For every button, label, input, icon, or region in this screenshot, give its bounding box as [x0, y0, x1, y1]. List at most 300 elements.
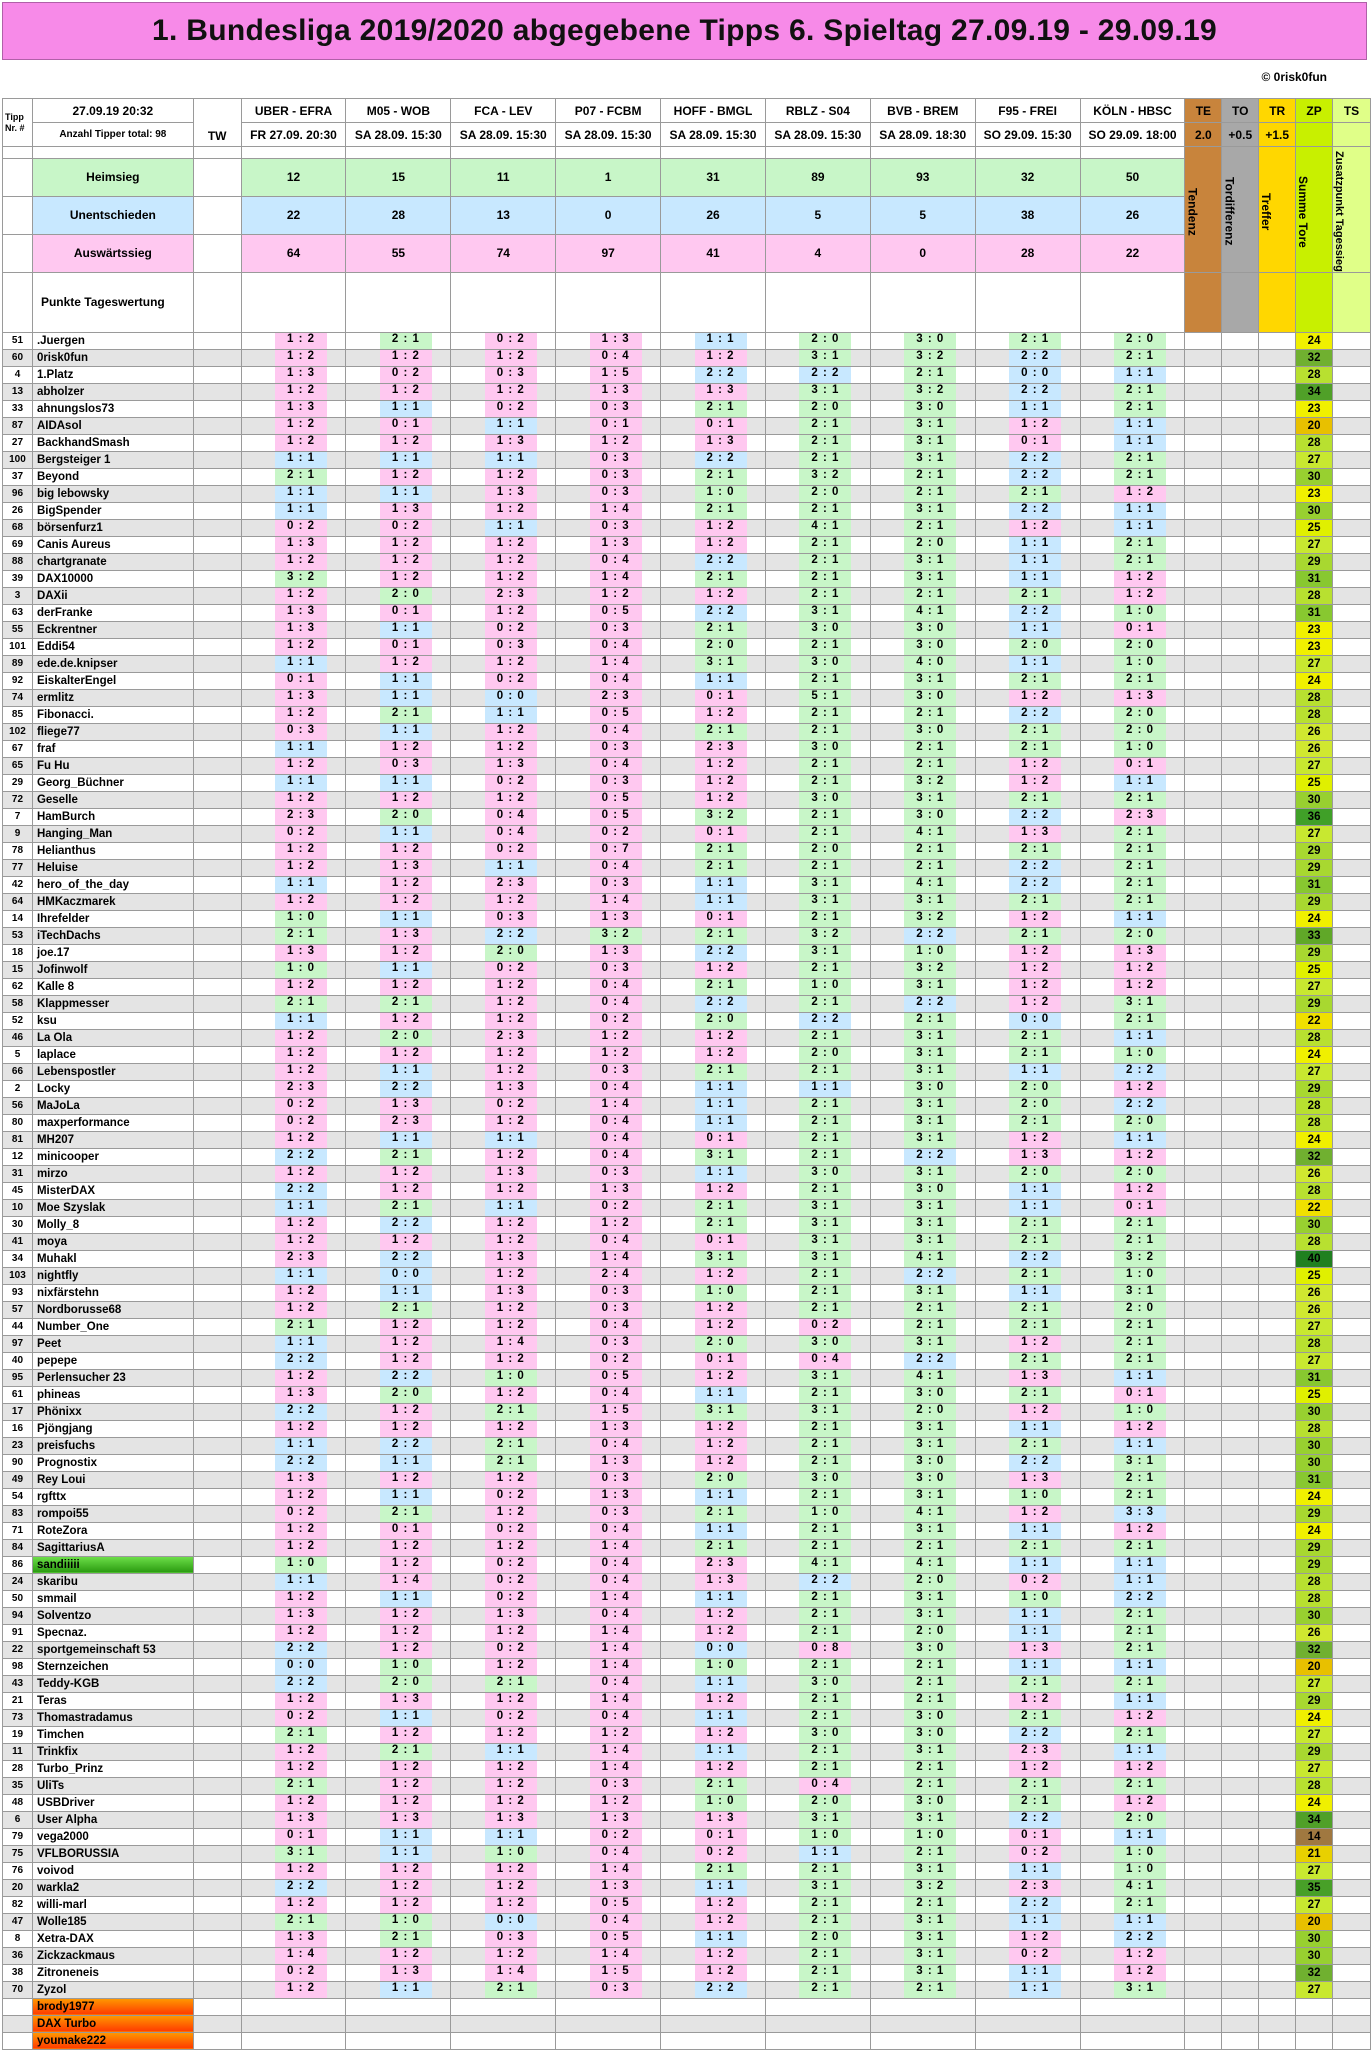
tip-value: 3 : 1: [695, 656, 747, 672]
tip-value: 1 : 1: [1114, 775, 1166, 791]
tip-value: 1 : 2: [695, 1268, 747, 1284]
tip-value: 2 : 1: [1114, 1727, 1166, 1743]
tw-header: TW: [193, 99, 241, 147]
tip-value: 2 : 1: [1114, 384, 1166, 400]
tip-cell: [765, 332, 870, 349]
tip-cell: [1080, 400, 1185, 417]
tip-cell: [975, 1726, 1080, 1743]
tip-value: 2 : 1: [799, 1421, 851, 1437]
tip-cell: [765, 604, 870, 621]
tip-cell: [1080, 1301, 1185, 1318]
tip-cell: [661, 655, 766, 672]
tip-cell: [975, 1539, 1080, 1556]
tip-cell: [556, 417, 661, 434]
tip-cell: [975, 638, 1080, 655]
tip-cell: [975, 1675, 1080, 1692]
tip-value: 2 : 0: [799, 843, 851, 859]
table-row: [3, 1777, 1371, 1794]
zp-cell: 24: [1296, 1794, 1333, 1811]
tip-cell: [241, 1709, 346, 1726]
tip-value: 1 : 1: [485, 707, 537, 723]
to-cell: [1222, 740, 1259, 757]
to-cell: [1222, 1624, 1259, 1641]
tipper-name: Zitroneneis: [32, 1964, 193, 1981]
te-cell: [1185, 332, 1222, 349]
te-cell: [1185, 451, 1222, 468]
tip-cell: [451, 1845, 556, 1862]
tip-cell: [241, 349, 346, 366]
tip-value: 3 : 0: [799, 656, 851, 672]
tipper-nr: 33: [3, 400, 33, 417]
tip-cell: [451, 842, 556, 859]
zp-cell: 20: [1296, 1658, 1333, 1675]
tip-value: 1 : 2: [1114, 1081, 1166, 1097]
tip-value: 1 : 2: [380, 792, 432, 808]
tip-cell: [765, 1199, 870, 1216]
tip-cell: [870, 1743, 975, 1760]
tip-value: 2 : 1: [799, 996, 851, 1012]
tip-cell: [241, 604, 346, 621]
tipper-name: Teras: [32, 1692, 193, 1709]
tr-cell: [1259, 1573, 1296, 1590]
zp-cell: 29: [1296, 995, 1333, 1012]
tip-value: 1 : 3: [1009, 1472, 1061, 1488]
tip-value: 1 : 0: [1009, 1591, 1061, 1607]
ts-cell: [1333, 723, 1371, 740]
tip-value: 1 : 2: [275, 435, 327, 451]
tip-value: 1 : 3: [485, 486, 537, 502]
tip-cell: [975, 434, 1080, 451]
tip-value: 2 : 2: [904, 996, 956, 1012]
tip-cell: [346, 1403, 451, 1420]
tw-cell: [193, 366, 241, 383]
tip-cell: [451, 706, 556, 723]
tipper-nr: 81: [3, 1131, 33, 1148]
tip-value: 1 : 2: [275, 1982, 327, 1998]
tr-cell: [1259, 621, 1296, 638]
tr-cell: [1259, 842, 1296, 859]
tip-cell: [346, 2032, 451, 2049]
to-cell: [1222, 774, 1259, 791]
tip-value: 1 : 2: [380, 1642, 432, 1658]
tipper-nr: 76: [3, 1862, 33, 1879]
tipper-name: Pjöngjang: [32, 1420, 193, 1437]
tip-cell: [661, 1233, 766, 1250]
tip-value: 1 : 1: [695, 1387, 747, 1403]
tip-cell: [765, 1403, 870, 1420]
tip-value: 2 : 3: [485, 1030, 537, 1046]
zp-cell: 26: [1296, 1165, 1333, 1182]
tip-cell: [346, 1828, 451, 1845]
tip-cell: [1080, 1318, 1185, 1335]
tip-cell: [765, 1114, 870, 1131]
tip-cell: [765, 1182, 870, 1199]
zp-cell: [1296, 1998, 1333, 2015]
tip-cell: [346, 706, 451, 723]
tip-cell: [556, 1420, 661, 1437]
tip-value: 2 : 1: [904, 1659, 956, 1675]
tip-value: 2 : 1: [799, 1132, 851, 1148]
tr-cell: [1259, 995, 1296, 1012]
tip-cell: [870, 502, 975, 519]
tip-value: 0 : 4: [590, 1132, 642, 1148]
tip-value: 0 : 1: [695, 1234, 747, 1250]
tip-value: 1 : 2: [380, 1166, 432, 1182]
table-row: [3, 1709, 1371, 1726]
tip-value: 1 : 2: [380, 1608, 432, 1624]
tip-value: 3 : 1: [904, 1438, 956, 1454]
to-cell: [1222, 570, 1259, 587]
tip-value: 2 : 2: [275, 1642, 327, 1658]
tip-value: 1 : 0: [904, 1829, 956, 1845]
tip-value: 0 : 4: [590, 1319, 642, 1335]
draw-count: 22: [241, 196, 346, 234]
table-row: [3, 383, 1371, 400]
tip-cell: [451, 1998, 556, 2015]
tipper-name: Turbo_Prinz: [32, 1760, 193, 1777]
table-row: [3, 1063, 1371, 1080]
tip-value: 2 : 1: [799, 911, 851, 927]
tip-value: 2 : 1: [1009, 1387, 1061, 1403]
table-row: [3, 1896, 1371, 1913]
zp-cell: 25: [1296, 519, 1333, 536]
tipper-nr: 65: [3, 757, 33, 774]
ts-cell: [1333, 876, 1371, 893]
tip-value: 0 : 2: [485, 333, 537, 349]
tipper-nr: 93: [3, 1284, 33, 1301]
tip-value: 0 : 3: [485, 367, 537, 383]
zp-cell: 36: [1296, 808, 1333, 825]
tip-value: 0 : 2: [590, 1013, 642, 1029]
tip-cell: [975, 1845, 1080, 1862]
tipper-name: voivod: [32, 1862, 193, 1879]
zp-cell: 32: [1296, 1148, 1333, 1165]
tip-cell: [346, 1012, 451, 1029]
tipper-nr: 56: [3, 1097, 33, 1114]
tipper-nr: 42: [3, 876, 33, 893]
tip-cell: [765, 1539, 870, 1556]
tip-cell: [870, 757, 975, 774]
tipper-name: minicooper: [32, 1148, 193, 1165]
tip-cell: [661, 383, 766, 400]
tip-value: 1 : 2: [485, 1047, 537, 1063]
tip-value: 1 : 2: [275, 1761, 327, 1777]
tipper-nr: 60: [3, 349, 33, 366]
tip-cell: [556, 1216, 661, 1233]
ts-cell: [1333, 1624, 1371, 1641]
tip-value: 3 : 1: [904, 1234, 956, 1250]
tip-cell: [765, 1692, 870, 1709]
tw-cell: [193, 1641, 241, 1658]
tip-cell: [241, 1301, 346, 1318]
tip-value: 3 : 1: [799, 384, 851, 400]
tip-cell: [241, 1199, 346, 1216]
tw-cell: [193, 1267, 241, 1284]
to-cell: [1222, 672, 1259, 689]
to-cell: [1222, 1386, 1259, 1403]
tipper-name: derFranke: [32, 604, 193, 621]
tip-value: 1 : 2: [1009, 418, 1061, 434]
away-count: 4: [765, 234, 870, 272]
tip-cell: [451, 1437, 556, 1454]
tip-cell: [556, 1318, 661, 1335]
tip-cell: [661, 1216, 766, 1233]
tip-value: 1 : 2: [380, 1778, 432, 1794]
tip-cell: [241, 842, 346, 859]
te-cell: [1185, 1046, 1222, 1063]
punkte-label: Punkte Tageswertung: [32, 272, 193, 332]
tip-cell: [346, 570, 451, 587]
away-count: 74: [451, 234, 556, 272]
tip-value: 1 : 2: [380, 894, 432, 910]
tipper-nr: 38: [3, 1964, 33, 1981]
tip-cell: [241, 808, 346, 825]
tip-value: 1 : 3: [485, 1166, 537, 1182]
tr-cell: [1259, 1420, 1296, 1437]
match-date: SA 28.09. 15:30: [765, 123, 870, 147]
tipper-name: pepepe: [32, 1352, 193, 1369]
tip-cell: [451, 1794, 556, 1811]
te-cell: [1185, 1692, 1222, 1709]
tip-cell: [451, 366, 556, 383]
zp-cell: 33: [1296, 927, 1333, 944]
tip-cell: [870, 383, 975, 400]
tip-cell: [241, 1454, 346, 1471]
tip-cell: [975, 485, 1080, 502]
tr-cell: [1259, 1641, 1296, 1658]
te-cell: [1185, 1454, 1222, 1471]
table-row: [3, 1947, 1371, 1964]
tip-value: 1 : 3: [1009, 1642, 1061, 1658]
tip-cell: [870, 1590, 975, 1607]
tip-cell: [556, 1488, 661, 1505]
zp-cell: 23: [1296, 638, 1333, 655]
to-cell: [1222, 1165, 1259, 1182]
tr-cell: [1259, 1437, 1296, 1454]
tip-cell: [346, 451, 451, 468]
tip-cell: [556, 366, 661, 383]
tip-value: 1 : 2: [275, 1489, 327, 1505]
ts-cell: [1333, 859, 1371, 876]
tipper-name: .Juergen: [32, 332, 193, 349]
tip-value: 1 : 2: [275, 1234, 327, 1250]
tip-value: 3 : 0: [904, 1795, 956, 1811]
tip-cell: [346, 1165, 451, 1182]
tip-cell: [975, 927, 1080, 944]
tip-cell: [1080, 1556, 1185, 1573]
tip-cell: [556, 1743, 661, 1760]
tip-cell: [241, 1777, 346, 1794]
tip-cell: [975, 1335, 1080, 1352]
tip-value: 1 : 2: [380, 1047, 432, 1063]
tip-value: 2 : 1: [695, 1506, 747, 1522]
tip-value: 1 : 1: [1009, 1659, 1061, 1675]
te-cell: [1185, 1658, 1222, 1675]
table-row: [3, 468, 1371, 485]
to-cell: [1222, 859, 1259, 876]
te-cell: [1185, 1828, 1222, 1845]
tip-cell: [241, 1335, 346, 1352]
zp-cell: 23: [1296, 400, 1333, 417]
tip-value: 1 : 2: [1009, 1132, 1061, 1148]
tip-value: 1 : 1: [1114, 435, 1166, 451]
tipper-nr: 95: [3, 1369, 33, 1386]
tw-cell: [193, 1318, 241, 1335]
tip-value: 1 : 1: [1009, 537, 1061, 553]
tip-cell: [870, 1879, 975, 1896]
tr-cell: [1259, 774, 1296, 791]
tip-cell: [1080, 1131, 1185, 1148]
tip-value: 0 : 3: [590, 1302, 642, 1318]
tw-cell: [193, 723, 241, 740]
tip-cell: [661, 621, 766, 638]
tip-value: 1 : 2: [485, 1421, 537, 1437]
tip-cell: [1080, 1029, 1185, 1046]
zp-cell: 30: [1296, 1216, 1333, 1233]
tip-cell: [661, 1199, 766, 1216]
to-cell: [1222, 1658, 1259, 1675]
tip-cell: [765, 876, 870, 893]
tip-cell: [870, 1505, 975, 1522]
table-row: [3, 689, 1371, 706]
tw-cell: [193, 1709, 241, 1726]
tip-cell: [765, 1250, 870, 1267]
tipper-name: börsenfurz1: [32, 519, 193, 536]
tip-value: 1 : 3: [1114, 945, 1166, 961]
te-cell: [1185, 1590, 1222, 1607]
tr-cell: [1259, 859, 1296, 876]
tip-cell: [975, 1760, 1080, 1777]
tip-cell: [765, 1981, 870, 1998]
tip-value: 1 : 1: [695, 877, 747, 893]
tip-cell: [1080, 1947, 1185, 1964]
table-row: [3, 1539, 1371, 1556]
tip-cell: [241, 706, 346, 723]
tip-cell: [241, 1794, 346, 1811]
to-label: Tordifferenz: [1222, 177, 1237, 246]
tr-cell: [1259, 1522, 1296, 1539]
tipper-name: willi-marl: [32, 1896, 193, 1913]
tip-cell: [556, 893, 661, 910]
ts-cell: [1333, 791, 1371, 808]
tip-cell: [870, 1182, 975, 1199]
tr-cell: [1259, 1199, 1296, 1216]
tip-cell: [451, 1301, 556, 1318]
tip-value: 1 : 2: [1009, 979, 1061, 995]
tr-cell: [1259, 1879, 1296, 1896]
tip-value: 3 : 2: [799, 469, 851, 485]
tip-cell: [765, 1624, 870, 1641]
tip-value: 1 : 2: [485, 724, 537, 740]
tipper-nr: 83: [3, 1505, 33, 1522]
tipper-nr: 77: [3, 859, 33, 876]
tipper-name: rgfttx: [32, 1488, 193, 1505]
tip-value: 3 : 1: [904, 1064, 956, 1080]
tip-value: 3 : 1: [799, 1880, 851, 1896]
tip-cell: [765, 1454, 870, 1471]
tip-cell: [661, 1573, 766, 1590]
tip-value: 1 : 3: [485, 1251, 537, 1267]
zp-cell: 23: [1296, 621, 1333, 638]
tipper-nr: 9: [3, 825, 33, 842]
tip-cell: [661, 570, 766, 587]
tipper-nr: 31: [3, 1165, 33, 1182]
tip-value: 2 : 1: [1114, 877, 1166, 893]
tip-cell: [661, 1726, 766, 1743]
table-row: [3, 808, 1371, 825]
tip-cell: [765, 1080, 870, 1097]
tip-value: 1 : 2: [275, 418, 327, 434]
tip-value: 0 : 1: [695, 1829, 747, 1845]
tip-cell: [661, 1658, 766, 1675]
tr-cell: [1259, 1148, 1296, 1165]
tip-cell: [556, 1930, 661, 1947]
tip-value: 1 : 1: [1009, 1523, 1061, 1539]
tip-value: 1 : 2: [485, 792, 537, 808]
tip-value: 1 : 2: [1114, 962, 1166, 978]
tip-value: 1 : 1: [695, 1880, 747, 1896]
tip-value: 3 : 1: [904, 1030, 956, 1046]
zp-cell: 31: [1296, 604, 1333, 621]
tip-cell: [765, 1573, 870, 1590]
tip-cell: [870, 893, 975, 910]
tip-value: 1 : 2: [380, 554, 432, 570]
tip-value: 1 : 3: [485, 1081, 537, 1097]
tip-value: 1 : 1: [380, 1982, 432, 1998]
tip-value: 3 : 1: [904, 1132, 956, 1148]
match-name: F95 - FREI: [975, 99, 1080, 123]
tip-value: 1 : 4: [590, 1863, 642, 1879]
tw-cell: [193, 842, 241, 859]
tip-value: 2 : 1: [1114, 792, 1166, 808]
tip-cell: [661, 1335, 766, 1352]
tip-value: 2 : 1: [275, 1319, 327, 1335]
tipper-nr: 94: [3, 1607, 33, 1624]
tip-cell: [556, 502, 661, 519]
tip-value: 1 : 3: [590, 1489, 642, 1505]
tip-value: 0 : 0: [695, 1642, 747, 1658]
tip-cell: [1080, 927, 1185, 944]
zp-cell: 28: [1296, 1114, 1333, 1131]
table-row: [3, 1607, 1371, 1624]
tip-value: 1 : 1: [380, 1132, 432, 1148]
tip-cell: [975, 417, 1080, 434]
tw-cell: [193, 434, 241, 451]
tipper-name: BackhandSmash: [32, 434, 193, 451]
tip-cell: [451, 570, 556, 587]
tip-cell: [241, 1624, 346, 1641]
tip-cell: [451, 383, 556, 400]
ts-cell: [1333, 1471, 1371, 1488]
tip-cell: [975, 1981, 1080, 1998]
tip-value: 2 : 1: [1009, 792, 1061, 808]
ts-cell: [1333, 927, 1371, 944]
tip-value: 1 : 2: [1114, 588, 1166, 604]
tip-value: 2 : 2: [380, 1081, 432, 1097]
to-cell: [1222, 332, 1259, 349]
tip-cell: [661, 366, 766, 383]
tip-value: 2 : 1: [799, 1540, 851, 1556]
tip-cell: [975, 1624, 1080, 1641]
tip-value: 1 : 2: [1009, 1693, 1061, 1709]
tip-value: 1 : 0: [1114, 605, 1166, 621]
tip-value: 1 : 2: [695, 775, 747, 791]
tr-cell: [1259, 1913, 1296, 1930]
tip-value: 1 : 1: [275, 1013, 327, 1029]
tipper-nr: 66: [3, 1063, 33, 1080]
tip-value: 2 : 1: [799, 554, 851, 570]
tip-value: 1 : 3: [380, 928, 432, 944]
